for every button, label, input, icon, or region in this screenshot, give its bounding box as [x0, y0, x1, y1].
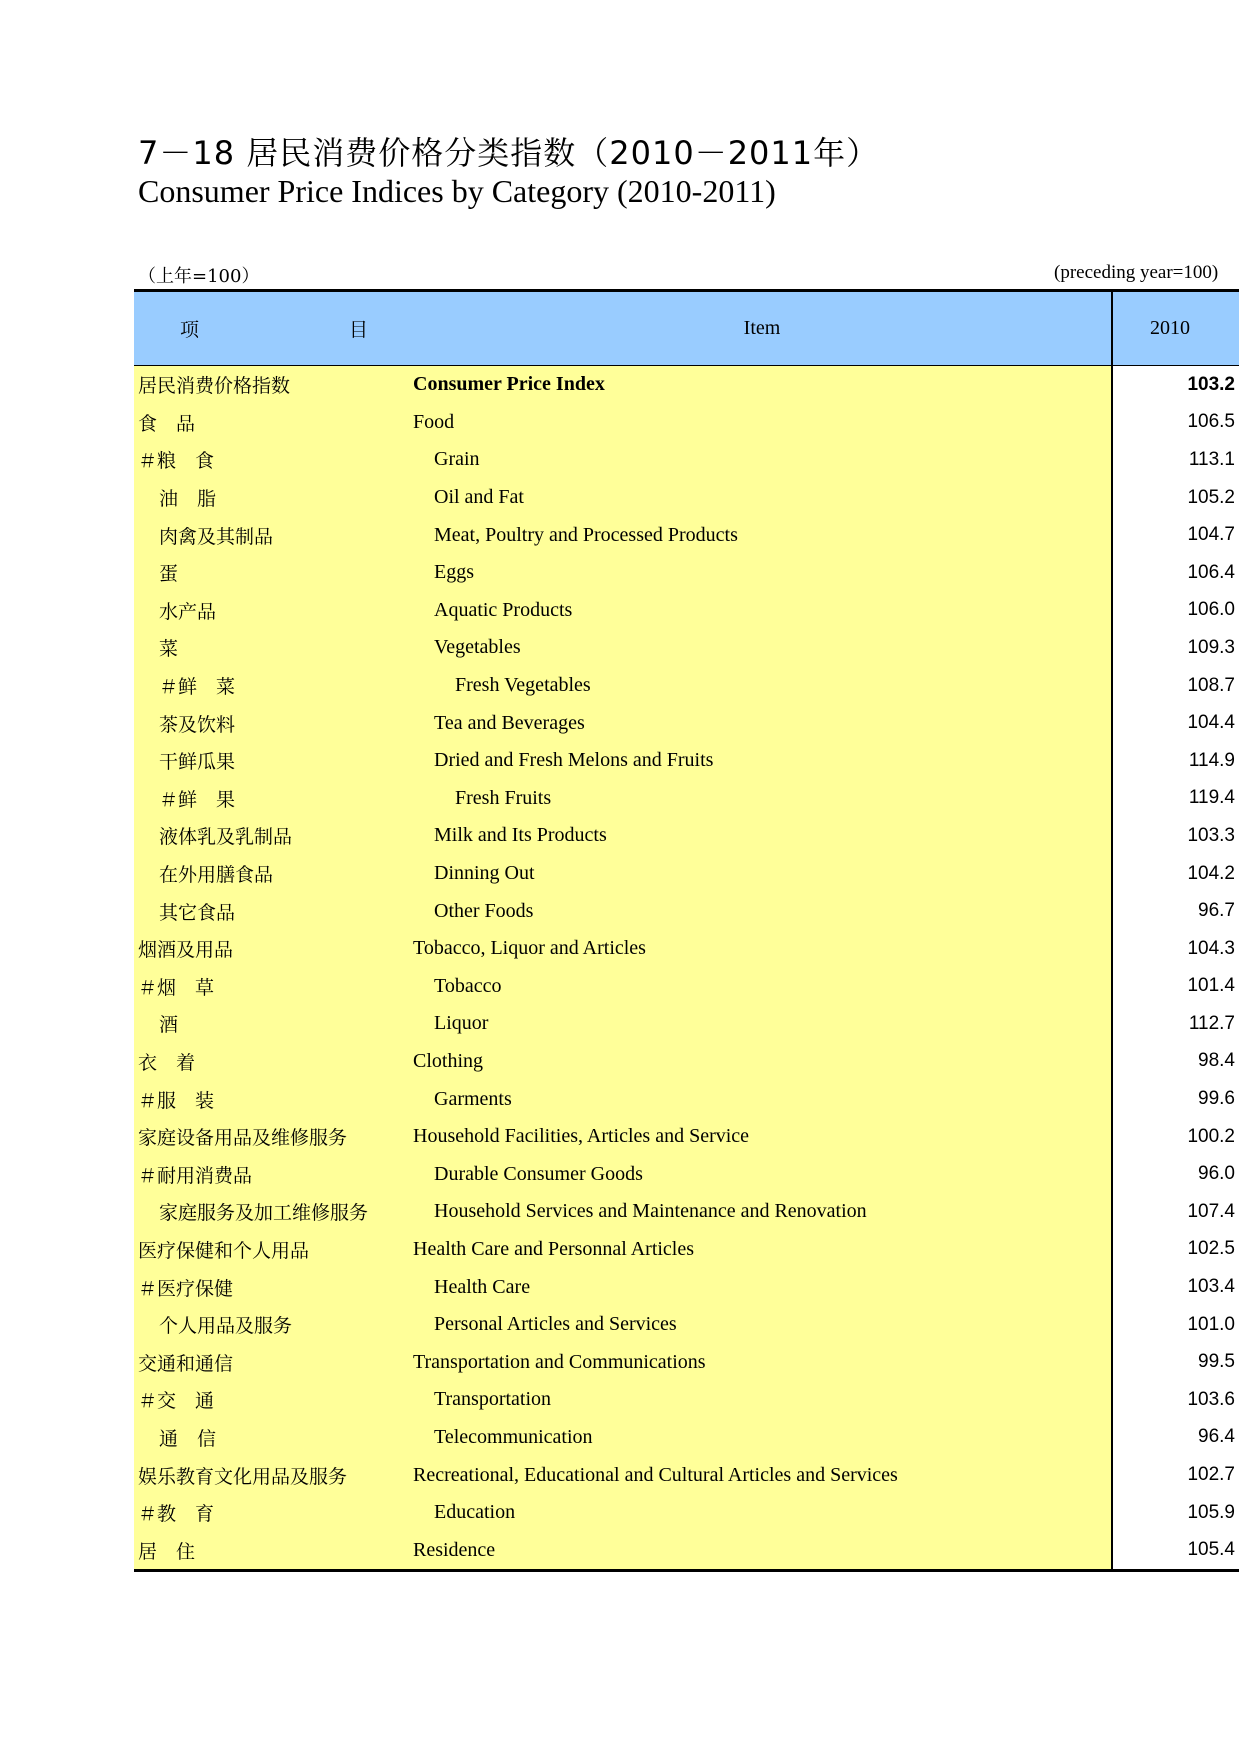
table-row — [134, 968, 1239, 1006]
row-label-english: Vegetables — [413, 629, 1112, 667]
row-label-chinese: 其它食品 — [134, 892, 413, 930]
table-row — [134, 930, 1239, 968]
row-value-2010: 104.2 — [1112, 855, 1239, 893]
row-label-chinese: 食 品 — [134, 404, 413, 442]
row-value-2010: 105.9 — [1112, 1494, 1239, 1532]
table-row — [134, 366, 1239, 404]
row-value-2010: 103.2 — [1112, 366, 1239, 404]
row-label-chinese: 烟酒及用品 — [134, 930, 413, 968]
row-label-english: Fresh Fruits — [413, 780, 1112, 818]
row-label-chinese: 衣 着 — [134, 1043, 413, 1081]
row-label-chinese: ＃粮 食 — [134, 441, 413, 479]
table-row — [134, 592, 1239, 630]
row-label-english: Oil and Fat — [413, 479, 1112, 517]
row-label-chinese: ＃交 通 — [134, 1381, 413, 1419]
row-label-chinese: 居 住 — [134, 1531, 413, 1570]
row-label-english: Dried and Fresh Melons and Fruits — [413, 742, 1112, 780]
row-label-english: Consumer Price Index — [413, 366, 1112, 404]
cpi-table-container — [134, 289, 1235, 1572]
table-row — [134, 1043, 1239, 1081]
row-label-english: Other Foods — [413, 892, 1112, 930]
table-row — [134, 817, 1239, 855]
cpi-table — [134, 289, 1239, 1572]
header-cn-b: 目 — [349, 319, 369, 341]
row-value-2010: 109.3 — [1112, 629, 1239, 667]
table-row — [134, 1231, 1239, 1269]
table-row — [134, 855, 1239, 893]
row-label-english: Recreational, Educational and Cultural Articles and Services — [413, 1456, 1112, 1494]
row-label-english: Grain — [413, 441, 1112, 479]
table-row — [134, 479, 1239, 517]
row-value-2010: 113.1 — [1112, 441, 1239, 479]
row-label-chinese: 蛋 — [134, 554, 413, 592]
header-item-chinese — [134, 291, 413, 366]
row-label-english: Milk and Its Products — [413, 817, 1112, 855]
row-value-2010: 106.0 — [1112, 592, 1239, 630]
row-value-2010: 96.4 — [1112, 1419, 1239, 1457]
table-row — [134, 1306, 1239, 1344]
unit-note-english: (preceding year=100) — [1054, 262, 1219, 283]
header-item-english: Item — [413, 291, 1112, 366]
table-row — [134, 404, 1239, 442]
row-label-english: Dinning Out — [413, 855, 1112, 893]
table-row — [134, 1381, 1239, 1419]
row-label-chinese: 油 脂 — [134, 479, 413, 517]
row-label-chinese: ＃耐用消费品 — [134, 1155, 413, 1193]
row-label-chinese: 茶及饮料 — [134, 704, 413, 742]
row-value-2010: 96.0 — [1112, 1155, 1239, 1193]
row-label-chinese: 居民消费价格指数 — [134, 366, 413, 404]
row-label-chinese: 个人用品及服务 — [134, 1306, 413, 1344]
table-row — [134, 1343, 1239, 1381]
table-row — [134, 1456, 1239, 1494]
row-value-2010: 105.4 — [1112, 1531, 1239, 1570]
row-label-chinese: 家庭设备用品及维修服务 — [134, 1118, 413, 1156]
row-label-chinese: 菜 — [134, 629, 413, 667]
row-value-2010: 104.4 — [1112, 704, 1239, 742]
row-label-english: Tea and Beverages — [413, 704, 1112, 742]
row-value-2010: 102.5 — [1112, 1231, 1239, 1269]
row-label-english: Tobacco, Liquor and Articles — [413, 930, 1112, 968]
row-label-chinese: 水产品 — [134, 592, 413, 630]
table-row — [134, 1005, 1239, 1043]
table-row — [134, 629, 1239, 667]
row-label-english: Food — [413, 404, 1112, 442]
table-row — [134, 892, 1239, 930]
row-value-2010: 102.7 — [1112, 1456, 1239, 1494]
row-value-2010: 114.9 — [1112, 742, 1239, 780]
row-value-2010: 112.7 — [1112, 1005, 1239, 1043]
table-row — [134, 441, 1239, 479]
row-label-chinese: 医疗保健和个人用品 — [134, 1231, 413, 1269]
table-row — [134, 554, 1239, 592]
row-value-2010: 99.5 — [1112, 1343, 1239, 1381]
row-label-english: Durable Consumer Goods — [413, 1155, 1112, 1193]
row-value-2010: 106.5 — [1112, 404, 1239, 442]
row-value-2010: 104.7 — [1112, 516, 1239, 554]
header-year-2010: 2010 — [1112, 291, 1239, 366]
row-label-chinese: 酒 — [134, 1005, 413, 1043]
row-label-english: Household Facilities, Articles and Service — [413, 1118, 1112, 1156]
row-value-2010: 103.3 — [1112, 817, 1239, 855]
table-row — [134, 1494, 1239, 1532]
row-label-english: Clothing — [413, 1043, 1112, 1081]
table-row — [134, 780, 1239, 818]
row-label-english: Telecommunication — [413, 1419, 1112, 1457]
row-label-english: Tobacco — [413, 968, 1112, 1006]
row-value-2010: 105.2 — [1112, 479, 1239, 517]
table-body — [134, 366, 1239, 1571]
table-row — [134, 1531, 1239, 1570]
page-title-chinese: 7－18 居民消费价格分类指数（2010－2011年） — [138, 134, 880, 172]
table-row — [134, 1080, 1239, 1118]
row-value-2010: 103.4 — [1112, 1268, 1239, 1306]
row-label-chinese: 娱乐教育文化用品及服务 — [134, 1456, 413, 1494]
row-label-chinese: 家庭服务及加工维修服务 — [134, 1193, 413, 1231]
row-label-english: Aquatic Products — [413, 592, 1112, 630]
row-label-chinese: 交通和通信 — [134, 1343, 413, 1381]
row-value-2010: 107.4 — [1112, 1193, 1239, 1231]
row-label-chinese: 肉禽及其制品 — [134, 516, 413, 554]
row-value-2010: 101.4 — [1112, 968, 1239, 1006]
row-value-2010: 98.4 — [1112, 1043, 1239, 1081]
row-label-chinese: ＃烟 草 — [134, 968, 413, 1006]
row-label-chinese: ＃教 育 — [134, 1494, 413, 1532]
row-label-chinese: ＃鲜 果 — [134, 780, 413, 818]
row-label-chinese: 液体乳及乳制品 — [134, 817, 413, 855]
row-label-english: Fresh Vegetables — [413, 667, 1112, 705]
row-label-english: Liquor — [413, 1005, 1112, 1043]
table-row — [134, 667, 1239, 705]
row-label-english: Education — [413, 1494, 1112, 1532]
row-value-2010: 104.3 — [1112, 930, 1239, 968]
row-value-2010: 96.7 — [1112, 892, 1239, 930]
row-label-english: Transportation — [413, 1381, 1112, 1419]
row-value-2010: 106.4 — [1112, 554, 1239, 592]
table-row — [134, 1268, 1239, 1306]
row-label-english: Eggs — [413, 554, 1112, 592]
table-row — [134, 516, 1239, 554]
page-title-english: Consumer Price Indices by Category (2010-2011) — [138, 173, 776, 209]
unit-note-chinese: （上年=100） — [138, 266, 260, 287]
row-label-chinese: 通 信 — [134, 1419, 413, 1457]
row-label-chinese: ＃医疗保健 — [134, 1268, 413, 1306]
table-row — [134, 1419, 1239, 1457]
row-label-chinese: ＃服 装 — [134, 1080, 413, 1118]
row-label-english: Transportation and Communications — [413, 1343, 1112, 1381]
table-row — [134, 742, 1239, 780]
table-header-row — [134, 291, 1239, 366]
table-row — [134, 1193, 1239, 1231]
row-label-english: Residence — [413, 1531, 1112, 1570]
row-label-english: Personal Articles and Services — [413, 1306, 1112, 1344]
row-label-english: Health Care — [413, 1268, 1112, 1306]
row-label-chinese: 在外用膳食品 — [134, 855, 413, 893]
row-label-chinese: ＃鲜 菜 — [134, 667, 413, 705]
row-label-english: Garments — [413, 1080, 1112, 1118]
table-row — [134, 1118, 1239, 1156]
row-label-english: Health Care and Personnal Articles — [413, 1231, 1112, 1269]
row-label-english: Household Services and Maintenance and Renovation — [413, 1193, 1112, 1231]
header-cn-a: 项 — [180, 319, 200, 341]
row-value-2010: 108.7 — [1112, 667, 1239, 705]
row-value-2010: 99.6 — [1112, 1080, 1239, 1118]
row-value-2010: 101.0 — [1112, 1306, 1239, 1344]
row-value-2010: 103.6 — [1112, 1381, 1239, 1419]
row-value-2010: 100.2 — [1112, 1118, 1239, 1156]
row-value-2010: 119.4 — [1112, 780, 1239, 818]
row-label-chinese: 干鲜瓜果 — [134, 742, 413, 780]
row-label-english: Meat, Poultry and Processed Products — [413, 516, 1112, 554]
table-row — [134, 1155, 1239, 1193]
table-row — [134, 704, 1239, 742]
